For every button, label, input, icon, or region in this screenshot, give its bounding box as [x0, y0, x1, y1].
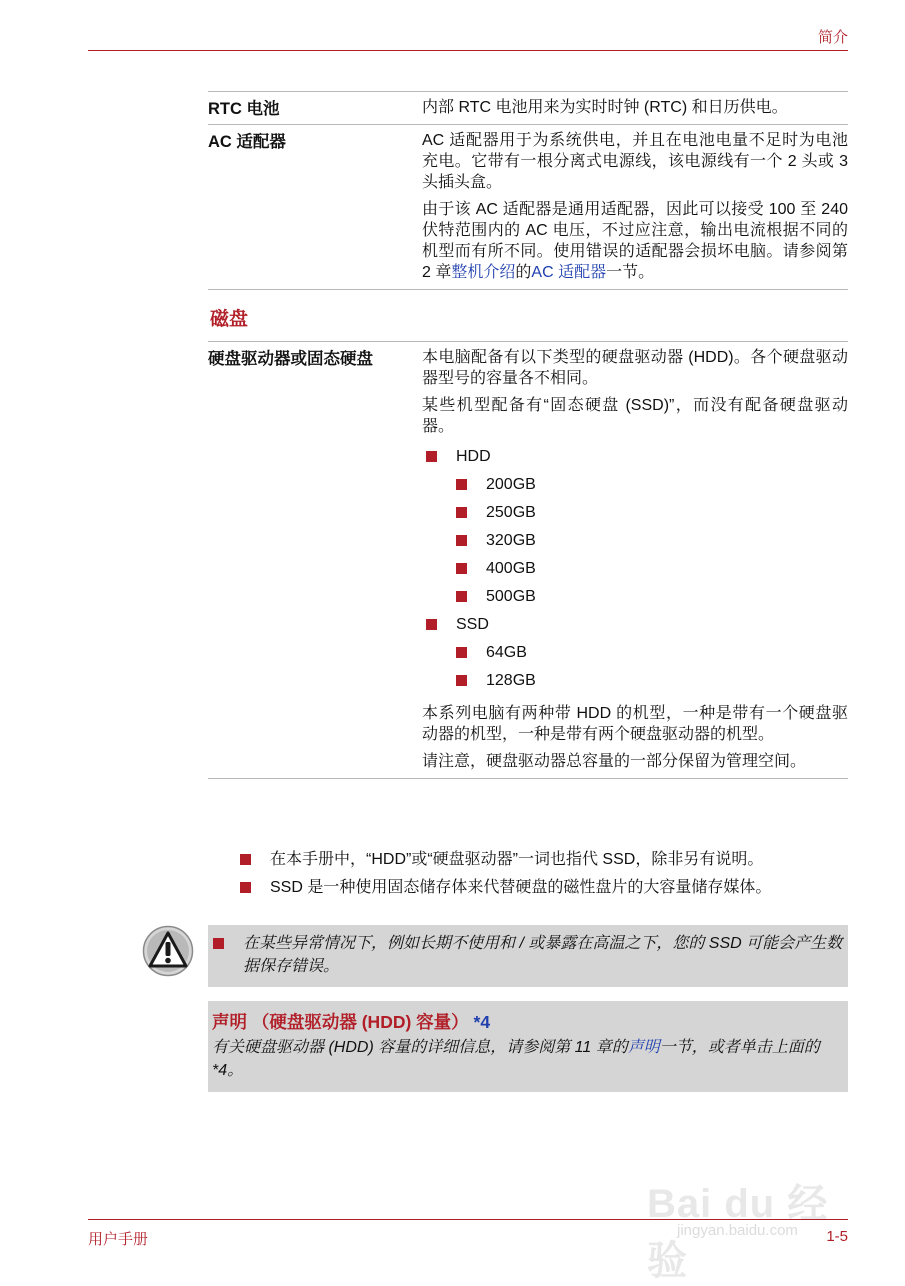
spec-table [208, 91, 848, 779]
note-item: SSD 是一种使用固态储存体来代替硬盘的磁性盘片的大容量储存媒体。 [236, 878, 846, 897]
list-item-hdd [422, 443, 848, 611]
declaration-title-text: 声明 （硬盘驱动器 (HDD) 容量） [212, 1012, 469, 1032]
warning-triangle-icon [142, 925, 194, 977]
declaration-text-a: 有关硬盘驱动器 (HDD) 容量的详细信息，请参阅第 11 章的 [212, 1039, 628, 1056]
footer-manual-title: 用户手册 [88, 1231, 149, 1248]
list-item-label: SSD [456, 616, 489, 633]
spec-row-rtc-battery [208, 92, 848, 124]
declaration-title [212, 1009, 490, 1034]
list-item: 320GB [456, 527, 848, 555]
declaration-text-b: 一节，或者单击上面的 *4。 [212, 1039, 820, 1079]
section-heading: 磁盘 [210, 309, 249, 330]
list-item-label: HDD [456, 448, 491, 465]
declaration-box [208, 1001, 848, 1092]
paragraph: 本系列电脑有两种带 HDD 的机型，一种是带有一个硬盘驱动器的机型，一种是带有两个硬盘驱动器的机型。 [422, 705, 848, 743]
paragraph: 请注意，硬盘驱动器总容量的一部分保留为管理空间。 [422, 753, 807, 770]
spec-row-disk [208, 342, 848, 778]
paragraph-text: 一节。 [606, 264, 655, 281]
list-item: 200GB [456, 471, 848, 499]
spec-term: RTC 电池 [208, 100, 280, 118]
notes-list [236, 850, 846, 906]
list-item: 500GB [456, 583, 848, 611]
declaration-text [212, 1036, 842, 1082]
footer-rule [88, 1219, 848, 1220]
paragraph: 内部 RTC 电池用来为实时时钟 (RTC) 和日历供电。 [422, 99, 788, 116]
watermark-url: jingyan.baidu.com [677, 1222, 798, 1239]
list-item: 250GB [456, 499, 848, 527]
paragraph [422, 199, 848, 283]
capacity-list [456, 471, 848, 611]
paragraph: 某些机型配备有“固态硬盘 (SSD)”，而没有配备硬盘驱动器。 [422, 397, 848, 435]
declaration-ref-link[interactable]: *4 [473, 1012, 491, 1032]
spec-term: 硬盘驱动器或固态硬盘 [208, 350, 373, 368]
running-header-title: 简介 [817, 29, 848, 46]
spec-description [422, 92, 848, 124]
note-item: 在本手册中，“HDD”或“硬盘驱动器”一词也指代 SSD，除非另有说明。 [236, 850, 846, 869]
page-number: 1-5 [826, 1228, 848, 1245]
watermark [647, 1140, 847, 1283]
capacity-list [456, 639, 848, 695]
header-rule [88, 50, 848, 51]
list-item: 64GB [456, 639, 848, 667]
paragraph: 本电脑配备有以下类型的硬盘驱动器 (HDD)。各个硬盘驱动器型号的容量各不相同。 [422, 349, 848, 387]
paragraph-text: 的 [515, 264, 532, 281]
spec-term: AC 适配器 [208, 133, 286, 151]
link-declaration[interactable]: 声明 [627, 1039, 660, 1056]
spec-description [422, 342, 848, 778]
list-item-ssd [422, 611, 848, 695]
spec-description [422, 125, 848, 289]
link-ac-adapter[interactable]: AC 适配器 [531, 264, 607, 281]
list-item: 128GB [456, 667, 848, 695]
paragraph: AC 适配器用于为系统供电，并且在电池电量不足时为电池充电。它带有一根分离式电源线，该电源线有一个 2 头或 3 头插头盒。 [422, 132, 848, 191]
watermark-logo-text: Bai du 经验 [647, 1182, 829, 1283]
warning-box [208, 925, 848, 987]
table-rule [208, 778, 848, 779]
drive-type-list [422, 443, 848, 695]
link-chapter-overview[interactable]: 整机介绍 [451, 264, 516, 281]
spec-row-ac-adapter [208, 125, 848, 289]
bullet-marker [213, 938, 224, 949]
warning-text: 在某些异常情况下，例如长期不使用和 / 或暴露在高温之下，您的 SSD 可能会产生数据保存错误。 [243, 935, 843, 975]
paragraph-text: 由于该 AC 适配器是通用适配器，因此可以接受 100 至 240 伏特范围内的 AC 电压，不过应注意，输出电流根据不同的机型而有所不同。使用错误的适配器会损坏电脑。请参阅第 2 章 [422, 201, 848, 281]
list-item: 400GB [456, 555, 848, 583]
